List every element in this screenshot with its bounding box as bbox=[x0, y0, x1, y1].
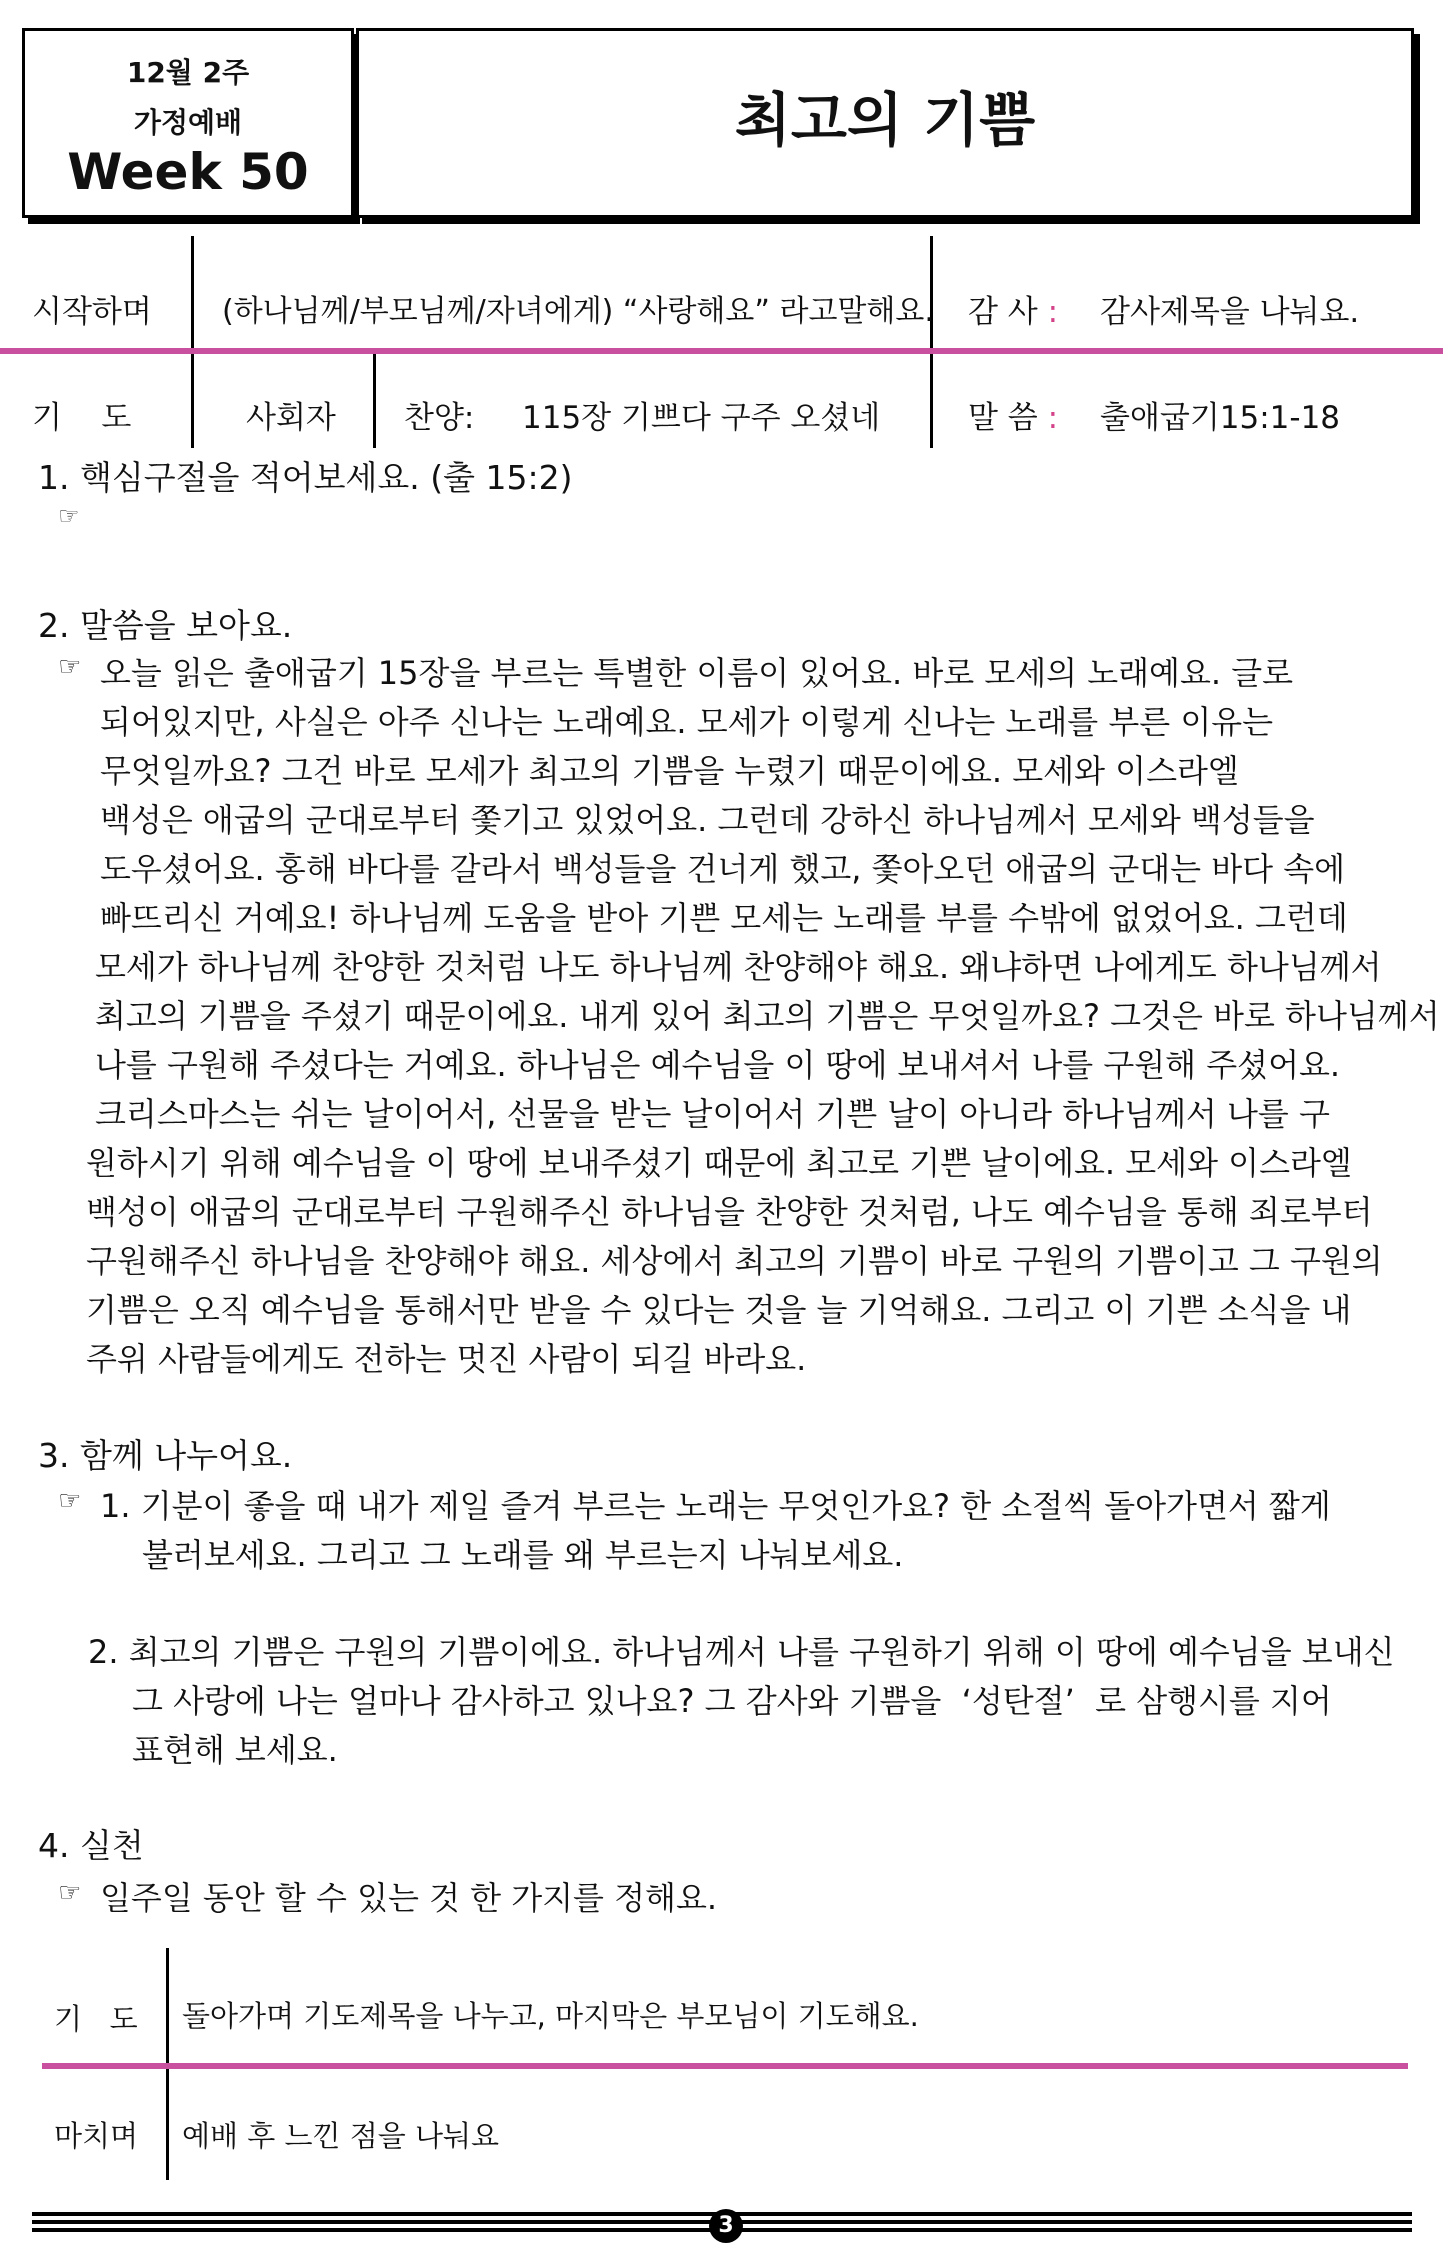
week-box bbox=[22, 28, 354, 218]
pointing-hand-icon: ☞ bbox=[58, 502, 80, 530]
body-line: 주위 사람들에게도 전하는 멋진 사람이 되길 바라요. bbox=[86, 1340, 807, 1378]
body-line: 모세가 하나님께 찬양한 것처럼 나도 하나님께 찬양해야 해요. 왜냐하면 나에게도 하나님께서 bbox=[95, 948, 1382, 986]
prayer-label: 기 도 bbox=[32, 400, 132, 436]
scripture-label: 말 씀 : bbox=[968, 400, 1059, 436]
closing-end-text: 예배 후 느낀 점을 나눠요 bbox=[182, 2119, 500, 2153]
question2-line: 표현해 보세요. bbox=[132, 1731, 338, 1769]
body-line: 구원해주신 하나님을 찬양해야 해요. 세상에서 최고의 기쁨이 바로 구원의 기쁨이고 그 구원의 bbox=[86, 1242, 1383, 1280]
start-label: 시작하며 bbox=[32, 294, 152, 330]
week-number: Week 50 bbox=[67, 143, 309, 201]
section3-heading: 3. 함께 나누어요. bbox=[38, 1436, 293, 1475]
page-title: 최고의 기쁨 bbox=[734, 86, 1036, 154]
pink-divider bbox=[0, 348, 1443, 354]
body-line: 빠뜨리신 거예요! 하나님께 도움을 받아 기쁜 모세는 노래를 부를 수밖에 없었어요. 그런데 bbox=[100, 899, 1348, 937]
closing-prayer-label: 기 도 bbox=[54, 2002, 138, 2036]
body-line: 크리스마스는 쉬는 날이어서, 선물을 받는 날이어서 기쁜 날이 아니라 하나님께서 나를 구 bbox=[95, 1095, 1330, 1133]
thanks-label: 감 사 : bbox=[968, 294, 1059, 330]
question1-line: 1. 기분이 좋을 때 내가 제일 즐겨 부르는 노래는 무엇인가요? 한 소절씩 돌아가면서 짧게 bbox=[100, 1487, 1331, 1525]
start-content: (하나님께/부모님께/자녀에게) “사랑해요” 라고말해요. bbox=[222, 294, 934, 329]
body-line: 백성이 애굽의 군대로부터 구원해주신 하나님을 찬양한 것처럼, 나도 예수님을 통해 죄로부터 bbox=[86, 1193, 1373, 1231]
question1-line: 불러보세요. 그리고 그 노래를 왜 부르는지 나눠보세요. bbox=[142, 1536, 904, 1574]
scripture-ref: 출애굽기15:1-18 bbox=[1100, 400, 1341, 436]
body-line: 백성은 애굽의 군대로부터 쫓기고 있었어요. 그런데 강하신 하나님께서 모세와 백성들을 bbox=[100, 801, 1315, 839]
week-service: 가정예배 bbox=[133, 106, 243, 139]
pointing-hand-icon: ☞ bbox=[58, 1486, 82, 1516]
body-line: 나를 구원해 주셨다는 거예요. 하나님은 예수님을 이 땅에 보내셔서 나를 구원해 주셨어요. bbox=[95, 1046, 1341, 1084]
divider bbox=[930, 236, 933, 448]
pink-divider bbox=[42, 2063, 1408, 2069]
divider bbox=[191, 236, 194, 448]
body-line: 되어있지만, 사실은 아주 신나는 노래예요. 모세가 이렇게 신나는 노래를 부른 이유는 bbox=[100, 703, 1274, 741]
practice-text: 일주일 동안 할 수 있는 것 한 가지를 정해요. bbox=[100, 1879, 718, 1917]
section1-heading: 1. 핵심구절을 적어보세요. (출 15:2) bbox=[38, 458, 573, 497]
section4-heading: 4. 실천 bbox=[38, 1826, 144, 1865]
body-line: 오늘 읽은 출애굽기 15장을 부르는 특별한 이름이 있어요. 바로 모세의 노래예요. 글로 bbox=[100, 654, 1294, 692]
body-line: 최고의 기쁨을 주셨기 때문이에요. 내게 있어 최고의 기쁨은 무엇일까요? 그것은 바로 하나님께서 bbox=[95, 997, 1440, 1035]
closing-prayer-text: 돌아가며 기도제목을 나누고, 마지막은 부모님이 기도해요. bbox=[182, 1999, 919, 2033]
section2-heading: 2. 말씀을 보아요. bbox=[38, 606, 293, 645]
leader-label: 사회자 bbox=[246, 400, 336, 436]
body-line: 기쁨은 오직 예수님을 통해서만 받을 수 있다는 것을 늘 기억해요. 그리고 이 기쁜 소식을 내 bbox=[86, 1291, 1352, 1329]
pointing-hand-icon: ☞ bbox=[58, 1878, 82, 1908]
pointing-hand-icon: ☞ bbox=[58, 652, 82, 682]
week-date: 12월 2주 bbox=[126, 56, 250, 89]
question2-line: 2. 최고의 기쁨은 구원의 기쁨이에요. 하나님께서 나를 구원하기 위해 이 땅에 예수님을 보내신 bbox=[88, 1633, 1395, 1671]
title-box bbox=[356, 28, 1414, 218]
closing-end-label: 마치며 bbox=[54, 2119, 139, 2153]
thanks-content: 감사제목을 나눠요. bbox=[1100, 294, 1360, 330]
body-line: 도우셨어요. 홍해 바다를 갈라서 백성들을 건너게 했고, 쫓아오던 애굽의 군대는 바다 속에 bbox=[100, 850, 1346, 888]
page-number: 3 bbox=[709, 2209, 743, 2243]
hymn-label: 찬양: bbox=[404, 400, 475, 436]
divider bbox=[373, 352, 376, 448]
body-line: 무엇일까요? 그건 바로 모세가 최고의 기쁨을 누렸기 때문이에요. 모세와 이스라엘 bbox=[100, 752, 1239, 790]
question2-line: 그 사랑에 나는 얼마나 감사하고 있나요? 그 감사와 기쁨을 ‘성탄절’ 로 삼행시를 지어 bbox=[132, 1682, 1332, 1720]
body-line: 원하시기 위해 예수님을 이 땅에 보내주셨기 때문에 최고로 기쁜 날이에요. 모세와 이스라엘 bbox=[86, 1144, 1352, 1182]
hymn-title: 115장 기쁘다 구주 오셨네 bbox=[522, 400, 881, 436]
